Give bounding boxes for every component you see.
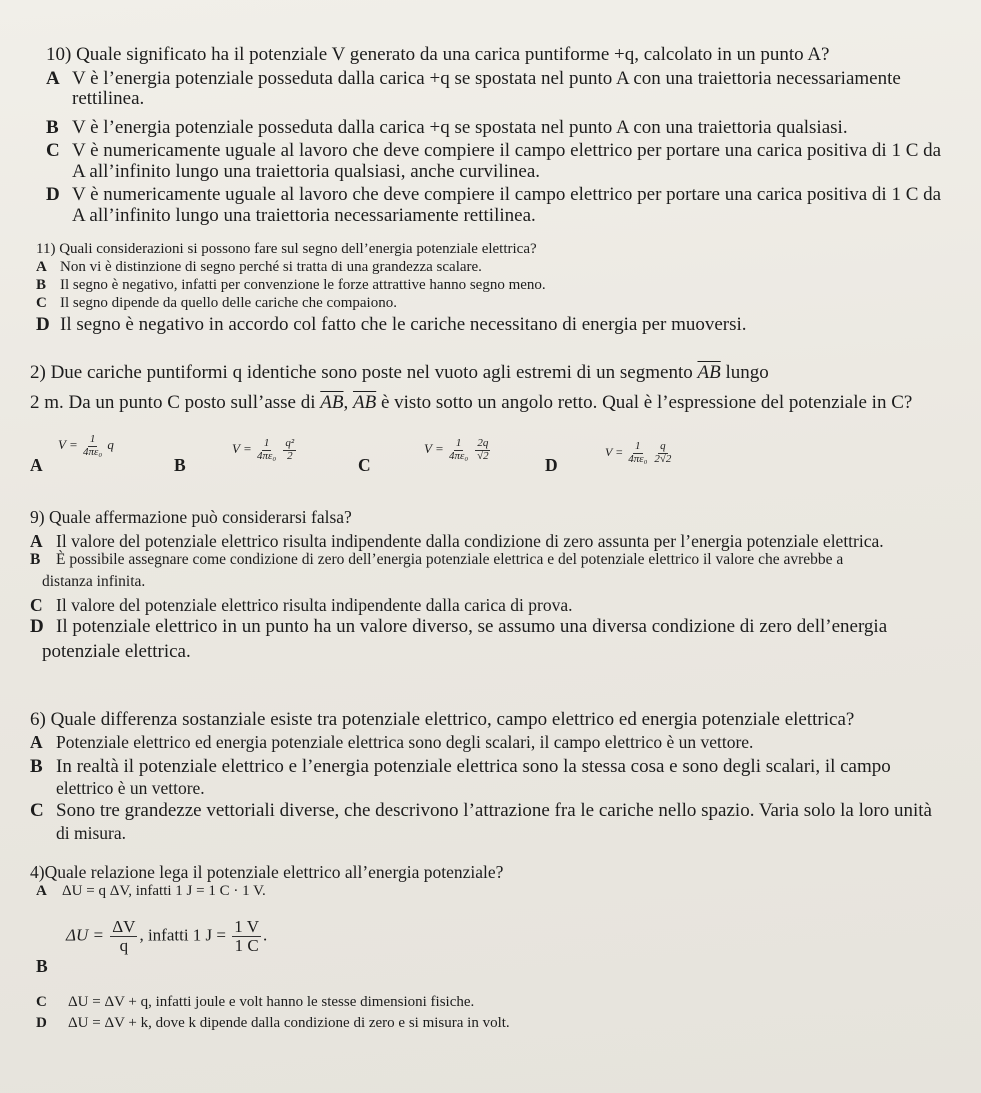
option-letter: A xyxy=(30,732,43,752)
option-letter: B xyxy=(30,756,43,777)
q2-line2 xyxy=(30,392,912,414)
q9-option-a xyxy=(30,531,884,551)
option-letter: C xyxy=(36,295,47,311)
option-text: Il valore del potenziale elettrico risulta indipendente dalla condizione di zero assunta per l’energia potenziale elettrica. xyxy=(56,531,884,551)
denominator: 4πε₀ xyxy=(256,449,277,462)
option-letter: A xyxy=(30,531,43,551)
option-letter: A xyxy=(46,68,60,89)
denominator: 2√2 xyxy=(654,452,672,465)
denominator: q xyxy=(119,935,129,955)
fraction xyxy=(232,918,261,955)
q9-option-d xyxy=(30,616,887,638)
q10-option-a xyxy=(46,68,901,90)
numerator: ΔV xyxy=(112,917,136,936)
option-letter: D xyxy=(36,1015,47,1031)
q4-formula-b xyxy=(66,918,267,955)
option-text: Il segno dipende da quello delle cariche che compaiono. xyxy=(60,295,397,311)
q2-text: 2) Due cariche puntiformi q identiche sono poste nel vuoto agli estremi di un segmento xyxy=(30,362,693,383)
fraction xyxy=(257,438,276,462)
option-text: Potenziale elettrico ed energia potenziale elettrica sono degli scalari, il campo elettrico è un vettore. xyxy=(56,732,754,752)
q10-option-b xyxy=(46,117,848,139)
q9-option-c xyxy=(30,595,573,615)
option-letter: D xyxy=(46,184,60,205)
option-letter: C xyxy=(46,140,60,161)
segment-label: $\overline{AB}$ xyxy=(697,362,721,383)
fraction xyxy=(475,438,490,462)
option-letter: C xyxy=(36,994,47,1010)
q10-option-d xyxy=(46,184,941,206)
q2-option-letter-c: C xyxy=(358,455,371,475)
option-text: Il potenziale elettrico in un punto ha un valore diverso, se assumo una diversa condizione di zero dell’energia xyxy=(56,616,888,637)
q4-option-a xyxy=(36,883,266,900)
numerator: 1 xyxy=(635,440,641,452)
option-text: A all’infinito lungo una traiettoria qualsiasi, anche curvilinea. xyxy=(72,161,540,182)
formula-lhs: V = xyxy=(605,444,624,459)
denominator: 4πε₀ xyxy=(628,452,648,465)
formula-text: . xyxy=(263,925,268,945)
q4-option-c xyxy=(36,994,474,1011)
q11-option-d xyxy=(36,314,747,336)
option-letter: A xyxy=(36,259,47,275)
numerator: q xyxy=(660,440,666,452)
comma: , xyxy=(343,392,349,413)
q2-text: è visto sotto un angolo retto. Qual è l’espressione del potenziale in C? xyxy=(380,392,913,413)
formula-lhs: V = xyxy=(58,437,78,453)
q11-option-b xyxy=(36,277,546,294)
numerator: 1 xyxy=(263,437,270,449)
option-letter: C xyxy=(30,595,43,615)
segment-label: $\overline{AB}$ xyxy=(353,392,377,413)
option-letter: D xyxy=(36,314,50,335)
segment-label: $\overline{AB}$ xyxy=(320,392,344,413)
formula-text: , infatti 1 J = xyxy=(139,925,227,945)
q2-formula-b xyxy=(232,438,298,462)
option-text: È possibile assegnare come condizione di zero dell’energia potenziale elettrica e del potenziale elettrico il valore che avrebbe a xyxy=(56,551,844,568)
q6-title: 6) Quale differenza sostanziale esiste tra potenziale elettrico, campo elettrico ed energia potenziale elettrica? xyxy=(30,709,855,730)
numerator: 2q xyxy=(477,437,489,449)
q11-option-c xyxy=(36,295,397,312)
denominator: √2 xyxy=(477,449,489,462)
option-text: A all’infinito lungo una traiettoria necessariamente rettilinea. xyxy=(72,205,536,226)
option-text: ΔU = ΔV + k, dove k dipende dalla condizione di zero e si misura in volt. xyxy=(68,1015,510,1031)
q2-option-letter-a: A xyxy=(30,455,43,475)
formula-lhs: ΔU = xyxy=(66,925,104,945)
option-text: V è l’energia potenziale posseduta dalla carica +q se spostata nel punto A con una traiettoria necessariamente xyxy=(72,68,901,89)
q2-text: 2 m. Da un punto C posto sull’asse di xyxy=(30,392,316,413)
option-text: Il valore del potenziale elettrico risulta indipendente dalla carica di prova. xyxy=(56,595,573,615)
q4-option-d xyxy=(36,1015,510,1032)
q11-title: 11) Quali considerazioni si possono fare sul segno dell’energia potenziale elettrica? xyxy=(36,241,537,257)
denominator: 2 xyxy=(287,449,293,462)
option-letter: B xyxy=(46,117,59,138)
option-letter: B xyxy=(30,551,41,568)
q11-option-a xyxy=(36,259,482,276)
numerator: 1 V xyxy=(234,917,259,936)
option-text: potenziale elettrica. xyxy=(42,641,191,662)
option-letter: B xyxy=(36,956,48,976)
fraction xyxy=(110,918,137,955)
q6-option-c xyxy=(30,800,932,822)
option-text: In realtà il potenziale elettrico e l’energia potenziale elettrica sono la stessa cosa e sono degli scalari, il campo xyxy=(56,756,891,777)
option-letter: D xyxy=(30,616,44,637)
fraction xyxy=(83,434,102,458)
numerator: q² xyxy=(285,437,295,449)
option-text: distanza infinita. xyxy=(42,573,146,590)
option-text: V è numericamente uguale al lavoro che deve compiere il campo elettrico per portare una carica positiva di 1 C da xyxy=(72,140,942,161)
q2-option-letter-d: D xyxy=(545,455,558,475)
q2-line1 xyxy=(30,362,769,384)
denominator: 4πε₀ xyxy=(448,449,469,462)
option-text: V è numericamente uguale al lavoro che deve compiere il campo elettrico per portare una carica positiva di 1 C da xyxy=(72,184,942,205)
option-text: Il segno è negativo, infatti per convenzione le forze attrattive hanno segno meno. xyxy=(60,277,546,293)
q10-title: 10) Quale significato ha il potenziale V generato da una carica puntiforme +q, calcolato in un punto A? xyxy=(46,44,830,65)
fraction xyxy=(283,438,296,462)
q6-option-b xyxy=(30,756,891,778)
q10-option-c xyxy=(46,140,941,162)
option-text: Il segno è negativo in accordo col fatto che le cariche necessitano di energia per muoversi. xyxy=(60,314,747,335)
numerator: 1 xyxy=(455,437,462,449)
option-text: V è l’energia potenziale posseduta dalla carica +q se spostata nel punto A con una traiettoria qualsiasi. xyxy=(72,117,848,138)
q2-formula-c xyxy=(424,438,492,462)
option-text: Non vi è distinzione di segno perché si tratta di una grandezza scalare. xyxy=(60,259,482,275)
fraction xyxy=(449,438,468,462)
q2-text: lungo xyxy=(725,362,769,383)
option-letter: A xyxy=(36,883,47,899)
option-letter: C xyxy=(30,800,44,821)
option-text: rettilinea. xyxy=(72,88,145,109)
q9-option-b xyxy=(30,551,843,569)
option-text: ΔU = ΔV + q, infatti joule e volt hanno le stesse dimensioni fisiche. xyxy=(68,994,475,1010)
denominator: 1 C xyxy=(234,935,259,955)
q2-formula-a xyxy=(58,434,114,458)
formula-lhs: V = xyxy=(424,441,444,457)
option-letter: B xyxy=(36,277,47,293)
fraction xyxy=(654,441,671,465)
formula-lhs: V = xyxy=(232,441,252,457)
option-text: elettrico è un vettore. xyxy=(56,778,205,798)
option-text: di misura. xyxy=(56,823,126,843)
q2-option-letter-b: B xyxy=(174,455,186,475)
q2-formula-d xyxy=(605,441,673,465)
q9-title: 9) Quale affermazione può considerarsi falsa? xyxy=(30,507,352,527)
q4-title: 4)Quale relazione lega il potenziale elettrico all’energia potenziale? xyxy=(30,862,504,882)
denominator: 4πε₀ xyxy=(82,445,103,458)
option-text: ΔU = q ΔV, infatti 1 J = 1 C · 1 V. xyxy=(62,883,266,899)
formula-term: q xyxy=(107,437,114,453)
numerator: 1 xyxy=(89,433,96,445)
q6-option-a xyxy=(30,732,753,752)
fraction xyxy=(628,441,647,465)
option-text: Sono tre grandezze vettoriali diverse, che descrivono l’attrazione fra le cariche nello spazio. Varia solo la loro unità xyxy=(56,800,932,821)
